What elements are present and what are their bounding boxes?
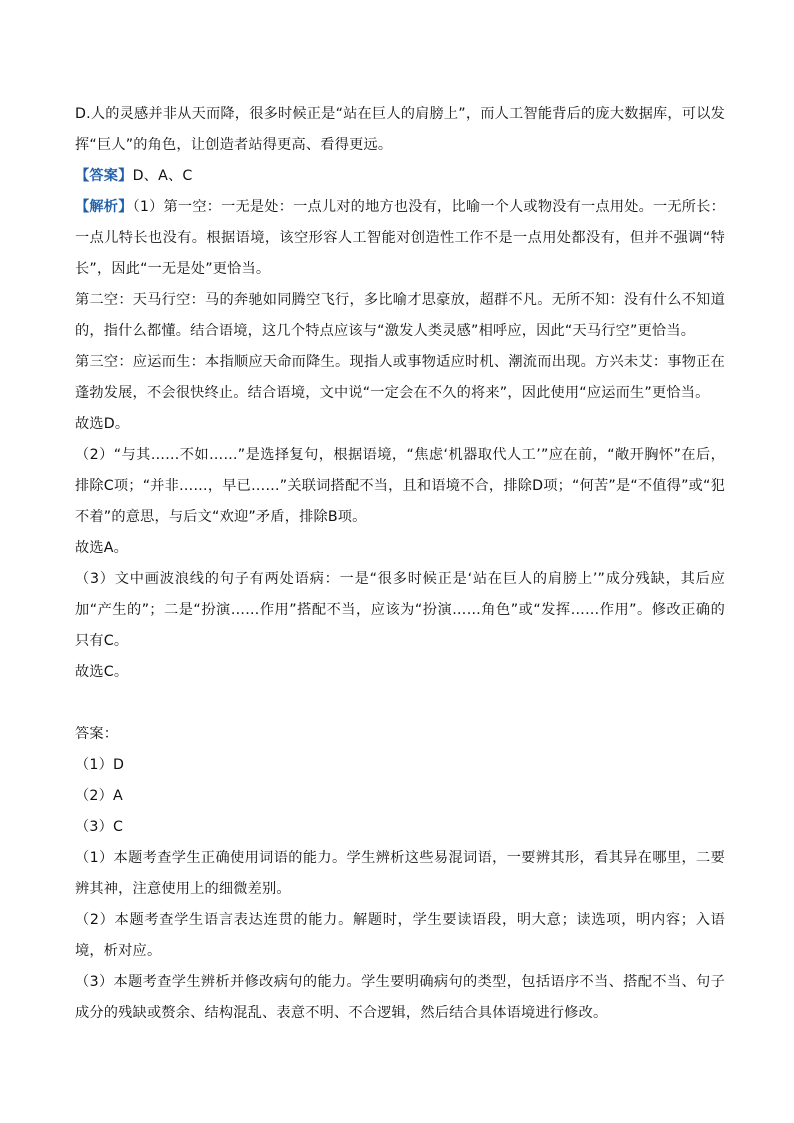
- analysis-text-1: （1）第一空：一无是处：一点儿对的地方也没有，比喻一个人或物没有一点用处。一无所长：一点儿特长也没有。根据语境，该空形容人工智能对创造性工作不是一点用处都没有，但并不强调“特长”，因此“一无是处”更恰当。: [75, 199, 725, 277]
- analysis-question-3: （3）文中画波浪线的句子有两处语病：一是“很多时候正是‘站在巨人的肩膀上’”成分残缺，其后应加“产生的”；二是“扮演……作用”搭配不当，应该为“扮演……角色”或“发挥……作用”。修改正确的只有C。: [75, 571, 725, 649]
- choose-a-line: 故选A。: [75, 540, 129, 556]
- choose-c-line: 故选C。: [75, 664, 129, 680]
- choose-d-line: 故选D。: [75, 416, 130, 432]
- document-body: [75, 99, 725, 1029]
- answer-line: [75, 161, 725, 192]
- analysis-paragraph-2: 第二空：天马行空：马的奔驰如同腾空飞行，多比喻才思豪放，超群不凡。无所不知：没有什么不知道的，指什么都懂。结合语境，这几个特点应该与“激发人类灵感”相呼应，因此“天马行空”更恰当。: [75, 292, 725, 339]
- option-d-text: D.人的灵感并非从天而降，很多时候正是“站在巨人的肩膀上”，而人工智能背后的庞大数据库，可以发挥“巨人”的角色，让创造者站得更高、看得更远。: [75, 106, 725, 153]
- note-item-1: （1）本题考查学生正确使用词语的能力。学生辨析这些易混词语，一要辨其形，看其异在哪里，二要辨其神，注意使用上的细微差别。: [75, 850, 725, 897]
- answer-item-1: （1）D: [75, 757, 125, 773]
- analysis-paragraph-3: 第三空：应运而生：本指顺应天命而降生。现指人或事物适应时机、潮流而出现。方兴未艾：事物正在蓬勃发展，不会很快终止。结合语境，文中说“一定会在不久的将来”，因此使用“应运而生”更恰当。: [75, 354, 725, 401]
- blank-spacer: [75, 688, 725, 719]
- note-item-3: （3）本题考查学生辨析并修改病句的能力。学生要明确病句的类型，包括语序不当、搭配不当、句子成分的残缺或赘余、结构混乱、表意不明、不合逻辑，然后结合具体语境进行修改。: [75, 974, 725, 1021]
- note-item-2: （2）本题考查学生语言表达连贯的能力。解题时，学生要读语段，明大意；读选项，明内容；入语境，析对应。: [75, 912, 725, 959]
- analysis-question-2: （2）“与其……不如……”是选择复句，根据语境，“焦虑‘机器取代人工’”应在前，“敞开胸怀”在后，排除C项；“并非……，早已……”关联词搭配不当，且和语境不合，排除D项；“何苦”是“不值得”或“犯不着”的意思，与后文“欢迎”矛盾，排除B项。: [75, 447, 725, 525]
- answers-label: 答案：: [75, 726, 119, 742]
- answer-item-3: （3）C: [75, 819, 124, 835]
- answer-item-2: （2）A: [75, 788, 123, 804]
- analysis-paragraph-1: [75, 192, 725, 285]
- analysis-tag: 【解析】: [75, 199, 133, 215]
- answer-value: D、A、C: [132, 168, 193, 184]
- answer-tag: 【答案】: [75, 168, 133, 184]
